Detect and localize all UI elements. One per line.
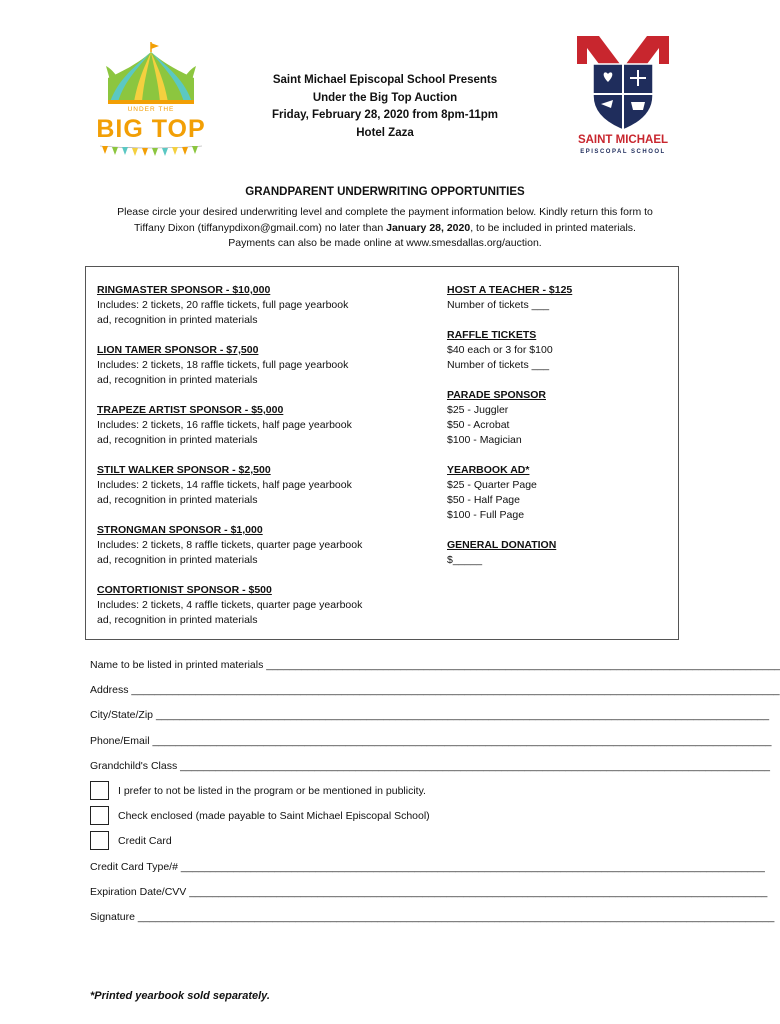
address-field[interactable]: Address _______________________________________________________________________________________________________________ — [90, 684, 780, 696]
level-description: $25 - Quarter Page $50 - Half Page $100 - Full Page — [447, 479, 537, 521]
school-crest-icon — [563, 34, 683, 132]
credit-card-checkbox[interactable] — [90, 831, 109, 850]
credit-card-type-field[interactable]: Credit Card Type/# ____________________________________________________________________________________________________ — [90, 861, 765, 873]
level-lion-tamer[interactable] — [97, 343, 387, 388]
level-strongman[interactable] — [97, 523, 387, 568]
level-description: $_____ — [447, 554, 483, 566]
level-yearbook-ad[interactable] — [447, 463, 667, 523]
level-title: HOST A TEACHER - $125 — [447, 284, 573, 296]
level-title: PARADE SPONSOR — [447, 389, 546, 401]
big-top-logo — [96, 40, 206, 160]
level-description: Includes: 2 tickets, 8 raffle tickets, quarter page yearbook ad, recognition in printed materials — [97, 539, 363, 566]
level-description: Number of tickets ___ — [447, 299, 550, 311]
header-line-3: Friday, February 28, 2020 from 8pm-11pm — [271, 109, 499, 121]
level-description: $25 - Juggler $50 - Acrobat $100 - Magician — [447, 404, 522, 446]
level-title: RINGMASTER SPONSOR - $10,000 — [97, 284, 271, 296]
footnote: *Printed yearbook sold separately. — [90, 990, 270, 1002]
level-description: Includes: 2 tickets, 18 raffle tickets, full page yearbook ad, recognition in printed materials — [97, 359, 349, 386]
no-publicity-label: I prefer to not be listed in the program or be mentioned in publicity. — [118, 785, 426, 797]
bigtop-tagline: UNDER THE — [127, 106, 175, 113]
intro-text — [60, 205, 710, 252]
intro-line-2-post: , to be included in printed materials. — [470, 221, 636, 234]
level-title: GENERAL DONATION — [447, 539, 557, 551]
level-title: LION TAMER SPONSOR - $7,500 — [97, 344, 259, 356]
level-description: Includes: 2 tickets, 4 raffle tickets, quarter page yearbook ad, recognition in printed materials — [97, 599, 363, 626]
level-description: Includes: 2 tickets, 14 raffle tickets, half page yearbook ad, recognition in printed materials — [97, 479, 352, 506]
level-contortionist[interactable] — [97, 583, 387, 628]
intro-line-3: Payments can also be made online at www.smesdallas.org/auction. — [228, 237, 542, 249]
intro-deadline: January 28, 2020 — [386, 221, 471, 234]
city-state-zip-field[interactable]: City/State/Zip _________________________________________________________________________________________________________ — [90, 709, 770, 721]
no-publicity-checkbox[interactable] — [90, 781, 109, 800]
school-name: SAINT MICHAEL — [577, 134, 669, 146]
saint-michael-logo — [563, 34, 683, 164]
grandchild-class-field[interactable]: Grandchild's Class _____________________________________________________________________________________________________ — [90, 760, 770, 772]
level-ringmaster[interactable] — [97, 283, 387, 328]
name-printed-field[interactable]: Name to be listed in printed materials ________________________________________________________________________________________ — [90, 659, 780, 671]
level-title: STRONGMAN SPONSOR - $1,000 — [97, 524, 263, 536]
level-description: $40 each or 3 for $100 Number of tickets ___ — [447, 344, 553, 371]
level-description: Includes: 2 tickets, 16 raffle tickets, half page yearbook ad, recognition in printed materials — [97, 419, 352, 446]
bunting-flags-icon — [96, 144, 206, 158]
bigtop-title: BIG TOP — [96, 115, 206, 143]
expiration-cvv-field[interactable]: Expiration Date/CVV ___________________________________________________________________________________________________ — [90, 886, 768, 898]
header-line-4: Hotel Zaza — [356, 126, 414, 139]
level-general-donation[interactable] — [447, 538, 667, 568]
level-trapeze-artist[interactable] — [97, 403, 387, 448]
level-host-a-teacher[interactable] — [447, 283, 667, 313]
level-title: TRAPEZE ARTIST SPONSOR - $5,000 — [97, 404, 284, 416]
level-title: CONTORTIONIST SPONSOR - $500 — [97, 584, 272, 596]
level-title: RAFFLE TICKETS — [447, 329, 537, 341]
intro-line-2-pre: Tiffany Dixon (tiffanypdixon@gmail.com) no later than — [134, 221, 387, 234]
check-enclosed-checkbox[interactable] — [90, 806, 109, 825]
intro-line-2 — [60, 221, 710, 237]
header-line-2: Under the Big Top Auction — [312, 91, 458, 104]
event-header — [200, 72, 570, 142]
level-description: Includes: 2 tickets, 20 raffle tickets, full page yearbook ad, recognition in printed materials — [97, 299, 349, 326]
check-enclosed-label: Check enclosed (made payable to Saint Michael Episcopal School) — [118, 810, 430, 822]
section-title: GRANDPARENT UNDERWRITING OPPORTUNITIES — [245, 186, 525, 198]
level-parade-sponsor[interactable] — [447, 388, 667, 448]
phone-email-field[interactable]: Phone/Email __________________________________________________________________________________________________________ — [90, 735, 772, 747]
signature-field[interactable]: Signature _____________________________________________________________________________________________________________ — [90, 911, 775, 923]
school-subname: EPISCOPAL SCHOOL — [580, 149, 666, 155]
credit-card-label: Credit Card — [118, 835, 172, 847]
intro-line-1: Please circle your desired underwriting level and complete the payment information below. Kindly return this form to — [117, 206, 653, 218]
sponsorship-box — [85, 266, 679, 640]
level-raffle-tickets[interactable] — [447, 328, 667, 373]
level-stilt-walker[interactable] — [97, 463, 387, 508]
header-line-1: Saint Michael Episcopal School Presents — [272, 74, 498, 86]
level-title: YEARBOOK AD* — [447, 464, 530, 476]
level-title: STILT WALKER SPONSOR - $2,500 — [97, 464, 271, 476]
